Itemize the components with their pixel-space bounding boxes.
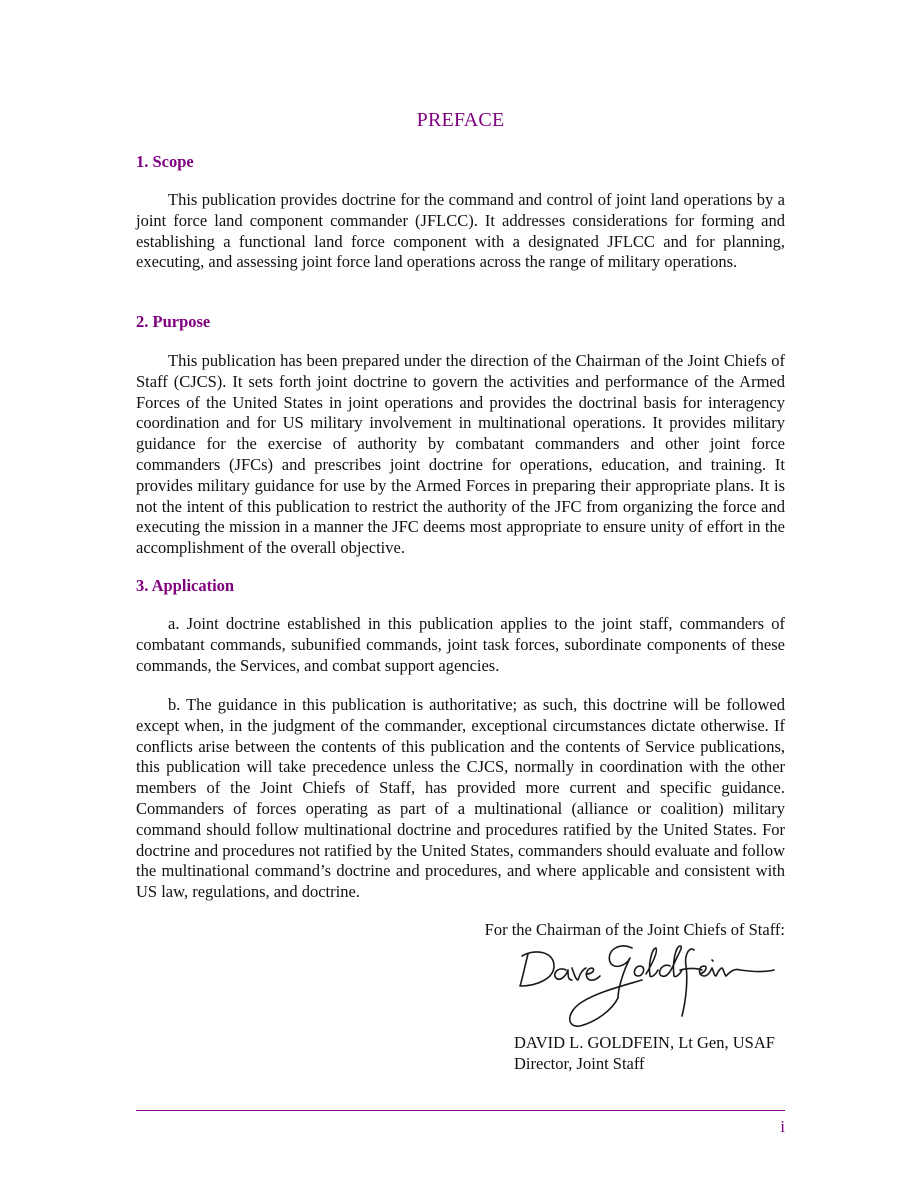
application-paragraph-b: b. The guidance in this publication is authoritative; as such, this doctrine will be followed except when, in the judgment of the commander, exceptional circumstances dictate otherwise. If conflicts arise between the contents of this publication and the contents of Service publications, this publication will take precedence unless the CJCS, normally in coordination with the other members of the Joint Chiefs of Staff, has provided more current and specific guidance. Commanders of forces operating as part of a multinational (alliance or coalition) military command should follow multinational doctrine and procedures ratified by the United States. For doctrine and procedures not ratified by the United States, commanders should evaluate and follow the multinational command’s doctrine and procedures, and where applicable and consistent with US law, regulations, and doctrine. xyxy=(136,695,785,902)
section-heading-scope: 1. Scope xyxy=(136,152,194,171)
purpose-paragraph: This publication has been prepared under the direction of the Chairman of the Joint Chiefs of Staff (CJCS). It sets forth joint doctrine to govern the activities and performance of the Armed Forces of the United States in joint operations and provides the doctrinal basis for interagency coordination and for US military involvement in multinational operations. It provides military guidance for the exercise of authority by combatant commanders and other joint force commanders (JFCs) and prescribes joint doctrine for operations, education, and training. It provides military guidance for use by the Armed Forces in preparing their appropriate plans. It is not the intent of this publication to restrict the authority of the JFC from organizing the force and executing the mission in a manner the JFC deems most appropriate to ensure unity of effort in the accomplishment of the overall objective. xyxy=(136,351,785,558)
scope-paragraph: This publication provides doctrine for the command and control of joint land operations by a joint force land component commander (JFLCC). It addresses considerations for forming and establishing a functional land force component with a designated JFLCC and for planning, executing, and assessing joint force land operations across the range of military operations. xyxy=(136,190,785,272)
signatory-title: Director, Joint Staff xyxy=(514,1054,645,1073)
closing-line: For the Chairman of the Joint Chiefs of Staff: xyxy=(484,920,785,939)
page-title: PREFACE xyxy=(416,109,505,131)
section-heading-purpose: 2. Purpose xyxy=(136,312,211,331)
section-heading-application: 3. Application xyxy=(136,576,235,595)
signatory-name: DAVID L. GOLDFEIN, Lt Gen, USAF xyxy=(514,1033,775,1052)
footer-rule xyxy=(136,1110,785,1111)
page-number: i xyxy=(780,1117,785,1136)
signature-image xyxy=(514,940,776,1030)
application-paragraph-a: a. Joint doctrine established in this publication applies to the joint staff, commanders of combatant commands, subunified commands, joint task forces, subordinate components of these commands, the Services, and combat support agencies. xyxy=(136,614,785,675)
